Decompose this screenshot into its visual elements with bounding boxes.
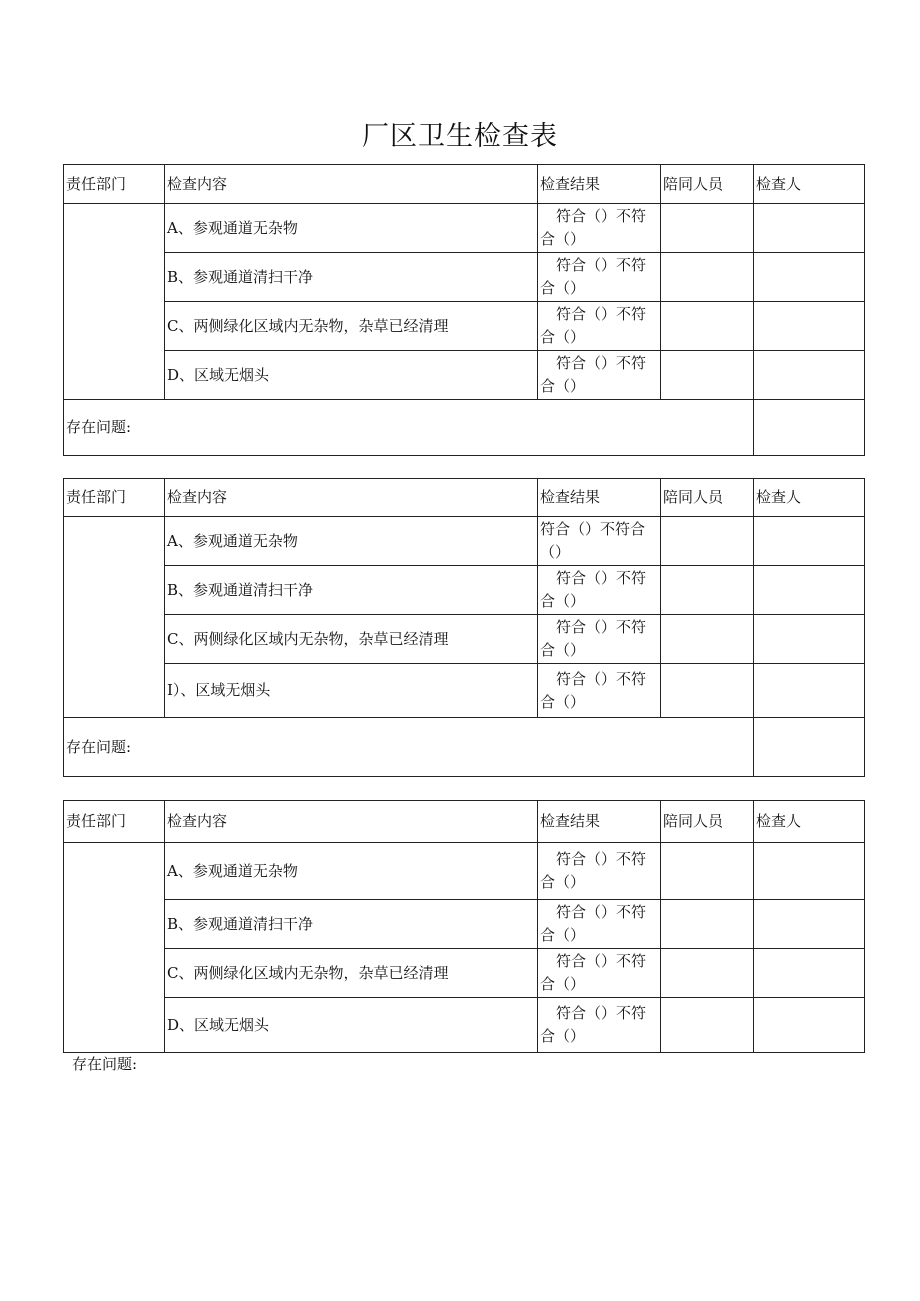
issue-sign-cell[interactable] (754, 718, 865, 777)
issue-label-bottom: 存在问题: (72, 1055, 138, 1073)
header-escort: 陪同人员 (661, 479, 754, 517)
escort-cell[interactable] (661, 843, 754, 900)
inspector-cell[interactable] (754, 351, 865, 400)
item-row (64, 253, 865, 302)
inspector-cell[interactable] (754, 253, 865, 302)
inspector-cell[interactable] (754, 900, 865, 949)
item-content: B、参观通道清扫干净 (165, 253, 538, 302)
escort-cell[interactable] (661, 204, 754, 253)
result-cell[interactable]: 符合（）不符合 （） (538, 517, 661, 566)
dept-cell[interactable] (64, 204, 165, 400)
escort-cell[interactable] (661, 253, 754, 302)
escort-cell[interactable] (661, 900, 754, 949)
item-row (64, 615, 865, 664)
escort-cell[interactable] (661, 998, 754, 1053)
inspection-table-3 (63, 800, 865, 1053)
escort-cell[interactable] (661, 615, 754, 664)
item-content: C、两侧绿化区域内无杂物，杂草已经清理 (165, 302, 538, 351)
result-cell[interactable]: 符合（）不符 合（） (538, 351, 661, 400)
header-row (64, 479, 865, 517)
item-content: D、区域无烟头 (165, 998, 538, 1053)
header-inspector: 检查人 (754, 165, 865, 204)
header-result: 检查结果 (538, 801, 661, 843)
issue-cell[interactable] (64, 400, 754, 456)
header-content: 检查内容 (165, 165, 538, 204)
escort-cell[interactable] (661, 949, 754, 998)
inspector-cell[interactable] (754, 302, 865, 351)
item-content: A、参观通道无杂物 (165, 517, 538, 566)
header-row (64, 801, 865, 843)
inspector-cell[interactable] (754, 204, 865, 253)
inspection-table-1 (63, 164, 865, 456)
item-content: B、参观通道清扫干净 (165, 566, 538, 615)
header-dept: 责任部门 (64, 801, 165, 843)
inspector-cell[interactable] (754, 566, 865, 615)
item-row (64, 900, 865, 949)
header-content: 检查内容 (165, 801, 538, 843)
issue-cell[interactable] (64, 718, 754, 777)
result-cell[interactable]: 符合（）不符 合（） (538, 204, 661, 253)
result-cell[interactable]: 符合（）不符 合（） (538, 900, 661, 949)
header-row (64, 165, 865, 204)
inspector-cell[interactable] (754, 843, 865, 900)
escort-cell[interactable] (661, 302, 754, 351)
item-row (64, 566, 865, 615)
item-content: C、两侧绿化区域内无杂物，杂草已经清理 (165, 615, 538, 664)
item-row (64, 843, 865, 900)
page-title: 厂区卫生检查表 (362, 121, 558, 152)
inspector-cell[interactable] (754, 998, 865, 1053)
item-row (64, 351, 865, 400)
result-cell[interactable]: 符合（）不符 合（） (538, 949, 661, 998)
inspector-cell[interactable] (754, 949, 865, 998)
result-cell[interactable]: 符合（）不符 合（） (538, 253, 661, 302)
inspector-cell[interactable] (754, 664, 865, 718)
inspector-cell[interactable] (754, 615, 865, 664)
header-result: 检查结果 (538, 479, 661, 517)
result-cell[interactable]: 符合（）不符 合（） (538, 302, 661, 351)
result-cell[interactable]: 符合（）不符 合（） (538, 566, 661, 615)
escort-cell[interactable] (661, 351, 754, 400)
header-content: 检查内容 (165, 479, 538, 517)
escort-cell[interactable] (661, 664, 754, 718)
result-cell[interactable]: 符合（）不符 合（） (538, 615, 661, 664)
inspector-cell[interactable] (754, 517, 865, 566)
item-content: A、参观通道无杂物 (165, 843, 538, 900)
result-cell[interactable]: 符合（）不符 合（） (538, 998, 661, 1053)
item-row (64, 998, 865, 1053)
escort-cell[interactable] (661, 517, 754, 566)
item-row (64, 664, 865, 718)
result-cell[interactable]: 符合（）不符 合（） (538, 843, 661, 900)
inspection-table-2 (63, 478, 865, 777)
header-dept: 责任部门 (64, 479, 165, 517)
issue-label: 存在问题: (66, 418, 132, 436)
header-result: 检查结果 (538, 165, 661, 204)
header-dept: 责任部门 (64, 165, 165, 204)
item-content: A、参观通道无杂物 (165, 204, 538, 253)
item-content: C、两侧绿化区域内无杂物，杂草已经清理 (165, 949, 538, 998)
header-escort: 陪同人员 (661, 165, 754, 204)
issue-row (64, 400, 865, 456)
result-cell[interactable]: 符合（）不符 合（） (538, 664, 661, 718)
item-content: I）、区域无烟头 (165, 664, 538, 718)
issue-sign-cell[interactable] (754, 400, 865, 456)
header-inspector: 检查人 (754, 801, 865, 843)
dept-cell[interactable] (64, 517, 165, 718)
header-inspector: 检查人 (754, 479, 865, 517)
item-row (64, 517, 865, 566)
item-content: D、区域无烟头 (165, 351, 538, 400)
item-row (64, 949, 865, 998)
dept-cell[interactable] (64, 843, 165, 1053)
header-escort: 陪同人员 (661, 801, 754, 843)
item-content: B、参观通道清扫干净 (165, 900, 538, 949)
item-row (64, 302, 865, 351)
item-row (64, 204, 865, 253)
issue-row (64, 718, 865, 777)
escort-cell[interactable] (661, 566, 754, 615)
issue-label: 存在问题: (66, 737, 132, 756)
